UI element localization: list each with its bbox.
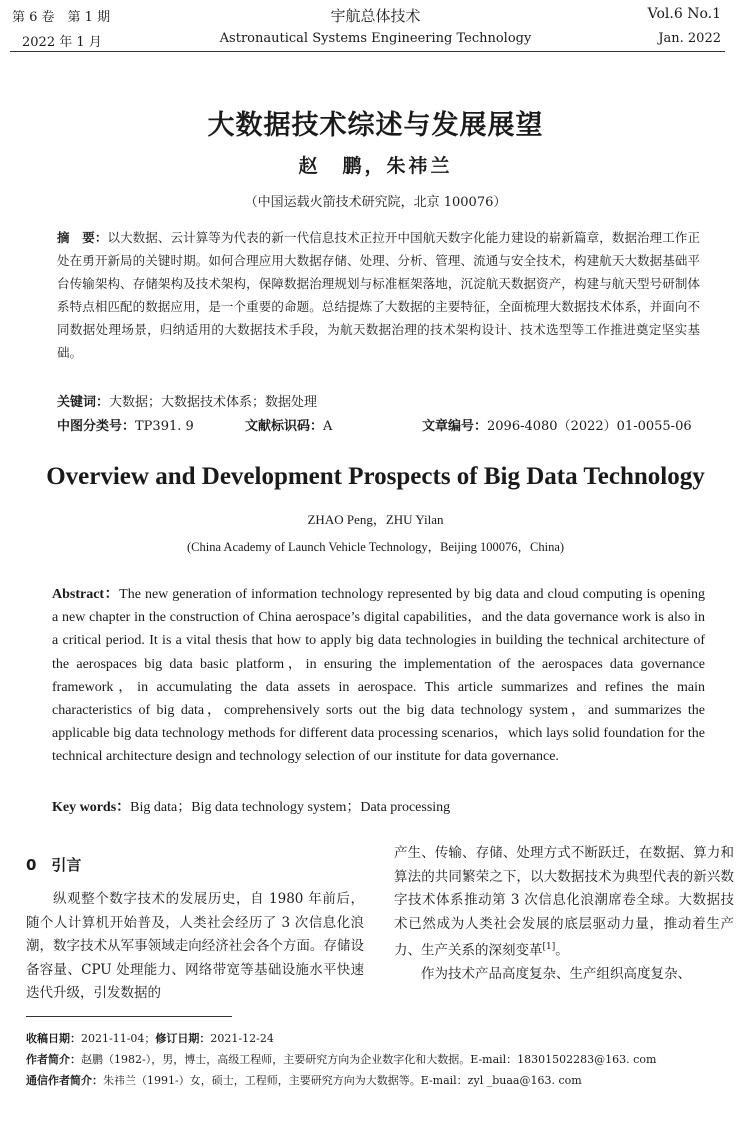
clc (57, 415, 194, 434)
abstract-en-text: The new generation of information technology represented by big data and cloud computing is opening a new chapter in the construction of China aerospace’s digital capabilities，and the data governance work is also in a critical period. It is a vital thesis that how to apply big data technologies in building the technical architecture of the aerospaces big data basic platform，in ensuring the implementation of the aerospaces data governance framework，in accumulating the data assets in aerospace. This article summarizes and refines the main characteristics of big data，comprehensively sorts out the big data technology system，and summarizes the applicable big data technology methods for different data processing scenarios，which lays solid foundation for the technical architecture design and technology selection of our institute for data governance. (52, 587, 705, 765)
author-label: 作者简介： (26, 1053, 81, 1066)
header-rule (10, 51, 725, 52)
authors-cn: 赵 鹏，朱祎兰 (298, 155, 453, 177)
body-paragraph-1-continued (394, 842, 734, 963)
doc-code-label: 文献标识码： (245, 419, 324, 434)
keywords-cn-text: 大数据；大数据技术体系；数据处理 (109, 395, 318, 410)
header-journal-en: Astronautical Systems Engineering Technology (219, 31, 532, 46)
body-column-left (26, 888, 364, 1006)
keywords-en (52, 796, 450, 816)
clc-label: 中图分类号： (57, 419, 136, 434)
authors-en: ZHAO Peng，ZHU Yilan (307, 512, 444, 527)
footnote-corresponding (26, 1072, 736, 1088)
affiliation-en: (China Academy of Launch Vehicle Technology，Beijing 100076，China) (186, 540, 565, 554)
keywords-cn-label: 关键词： (57, 395, 110, 410)
keywords-en-text: Big data；Big data technology system；Data processing (130, 800, 451, 815)
body-paragraph-1: 纵观整个数字技术的发展历史，自 1980 年前后，随个人计算机开始普及，人类社会经历了 3 次信息化浪潮，数字技术从军事领域走向经济社会各个方面。存储设备容量、CPU 处理能力、网络带宽等基础设施水平快速迭代升级，引发数据的 (26, 891, 364, 1002)
header-volume-cn: 第 6 卷 第 1 期 (12, 10, 111, 25)
doc-code-value: A (323, 419, 333, 434)
citation-ref-1[interactable]: [1] (542, 942, 556, 953)
title-cn: 大数据技术综述与发展展望 (207, 110, 544, 141)
section-heading-intro: 0 引言 (26, 856, 82, 874)
abstract-en (52, 583, 705, 769)
body-paragraph-2: 作为技术产品高度复杂、生产组织高度复杂、 (421, 966, 691, 983)
keywords-en-label: Key words： (52, 800, 131, 815)
title-en: Overview and Development Prospects of Big Data Technology (46, 463, 705, 490)
header-journal-cn: 宇航总体技术 (330, 7, 421, 25)
affiliation-cn: （中国运载火箭技术研究院，北京 100076） (244, 195, 507, 210)
author-bio: 赵鹏（1982-），男，博士，高级工程师，主要研究方向为企业数字化和大数据。E-mail：18301502283@163. com (81, 1053, 657, 1066)
abstract-en-label: Abstract： (52, 587, 120, 602)
abstract-cn (57, 226, 700, 364)
received-label: 收稿日期： (26, 1032, 81, 1045)
keywords-cn (57, 391, 317, 410)
body-paragraph-1-end: 。 (555, 942, 569, 959)
body-column-right (394, 842, 734, 987)
received-date: 2021-11-04； (81, 1032, 156, 1045)
abstract-cn-label: 摘 要： (57, 230, 108, 245)
header-date-cn: 2022 年 1 月 (22, 35, 102, 50)
footnote-dates (26, 1030, 736, 1046)
clc-value: TP391. 9 (135, 419, 194, 434)
abstract-cn-text: 以大数据、云计算等为代表的新一代信息技术正拉开中国航天数字化能力建设的崭新篇章，数据治理工作正处在勇开新局的关键时期。如何合理应用大数据存储、处理、分析、管理、流通与安全技术，构建航天大数据基础平台传输架构、存储架构及技术架构，保障数据治理规划与标准框架落地，沉淀航天数据资产，构建与航天型号研制体系特点相匹配的数据应用，是一个重要的命题。总结提炼了大数据的主要特征，全面梳理大数据技术体系，并面向不同数据处理场景，归纳适用的大数据技术手段，为航天数据治理的技术架构设计、技术选型等工作推进奠定坚实基础。 (57, 230, 700, 360)
corresponding-bio: 朱祎兰（1991-）女，硕士，工程师，主要研究方向为大数据等。E-mail：zyl _buaa@163. com (103, 1074, 582, 1087)
header-date-en: Jan. 2022 (658, 31, 721, 46)
corresponding-label: 通信作者简介： (26, 1074, 103, 1087)
running-header (0, 0, 751, 56)
article-no-value: 2096-4080（2022）01-0055-06 (487, 419, 692, 434)
revised-date: 2021-12-24 (210, 1032, 274, 1045)
header-volume-en: Vol.6 No.1 (647, 6, 721, 22)
article-no-label: 文章编号： (422, 419, 488, 434)
footnote-rule (26, 1016, 232, 1017)
doc-code (245, 415, 332, 434)
article-no (422, 415, 692, 434)
body-paragraph-1-cont-text: 产生、传输、存储、处理方式不断跃迁，在数据、算力和算法的共同繁荣之下，以大数据技术为典型代表的新兴数字技术体系推动第 3 次信息化浪潮席卷全球。大数据技术已然成为人类社会发展的底层驱动力量，推动着生产力、生产关系的深刻变革 (394, 845, 734, 959)
footnote-author (26, 1051, 736, 1067)
revised-label: 修订日期： (155, 1032, 211, 1045)
